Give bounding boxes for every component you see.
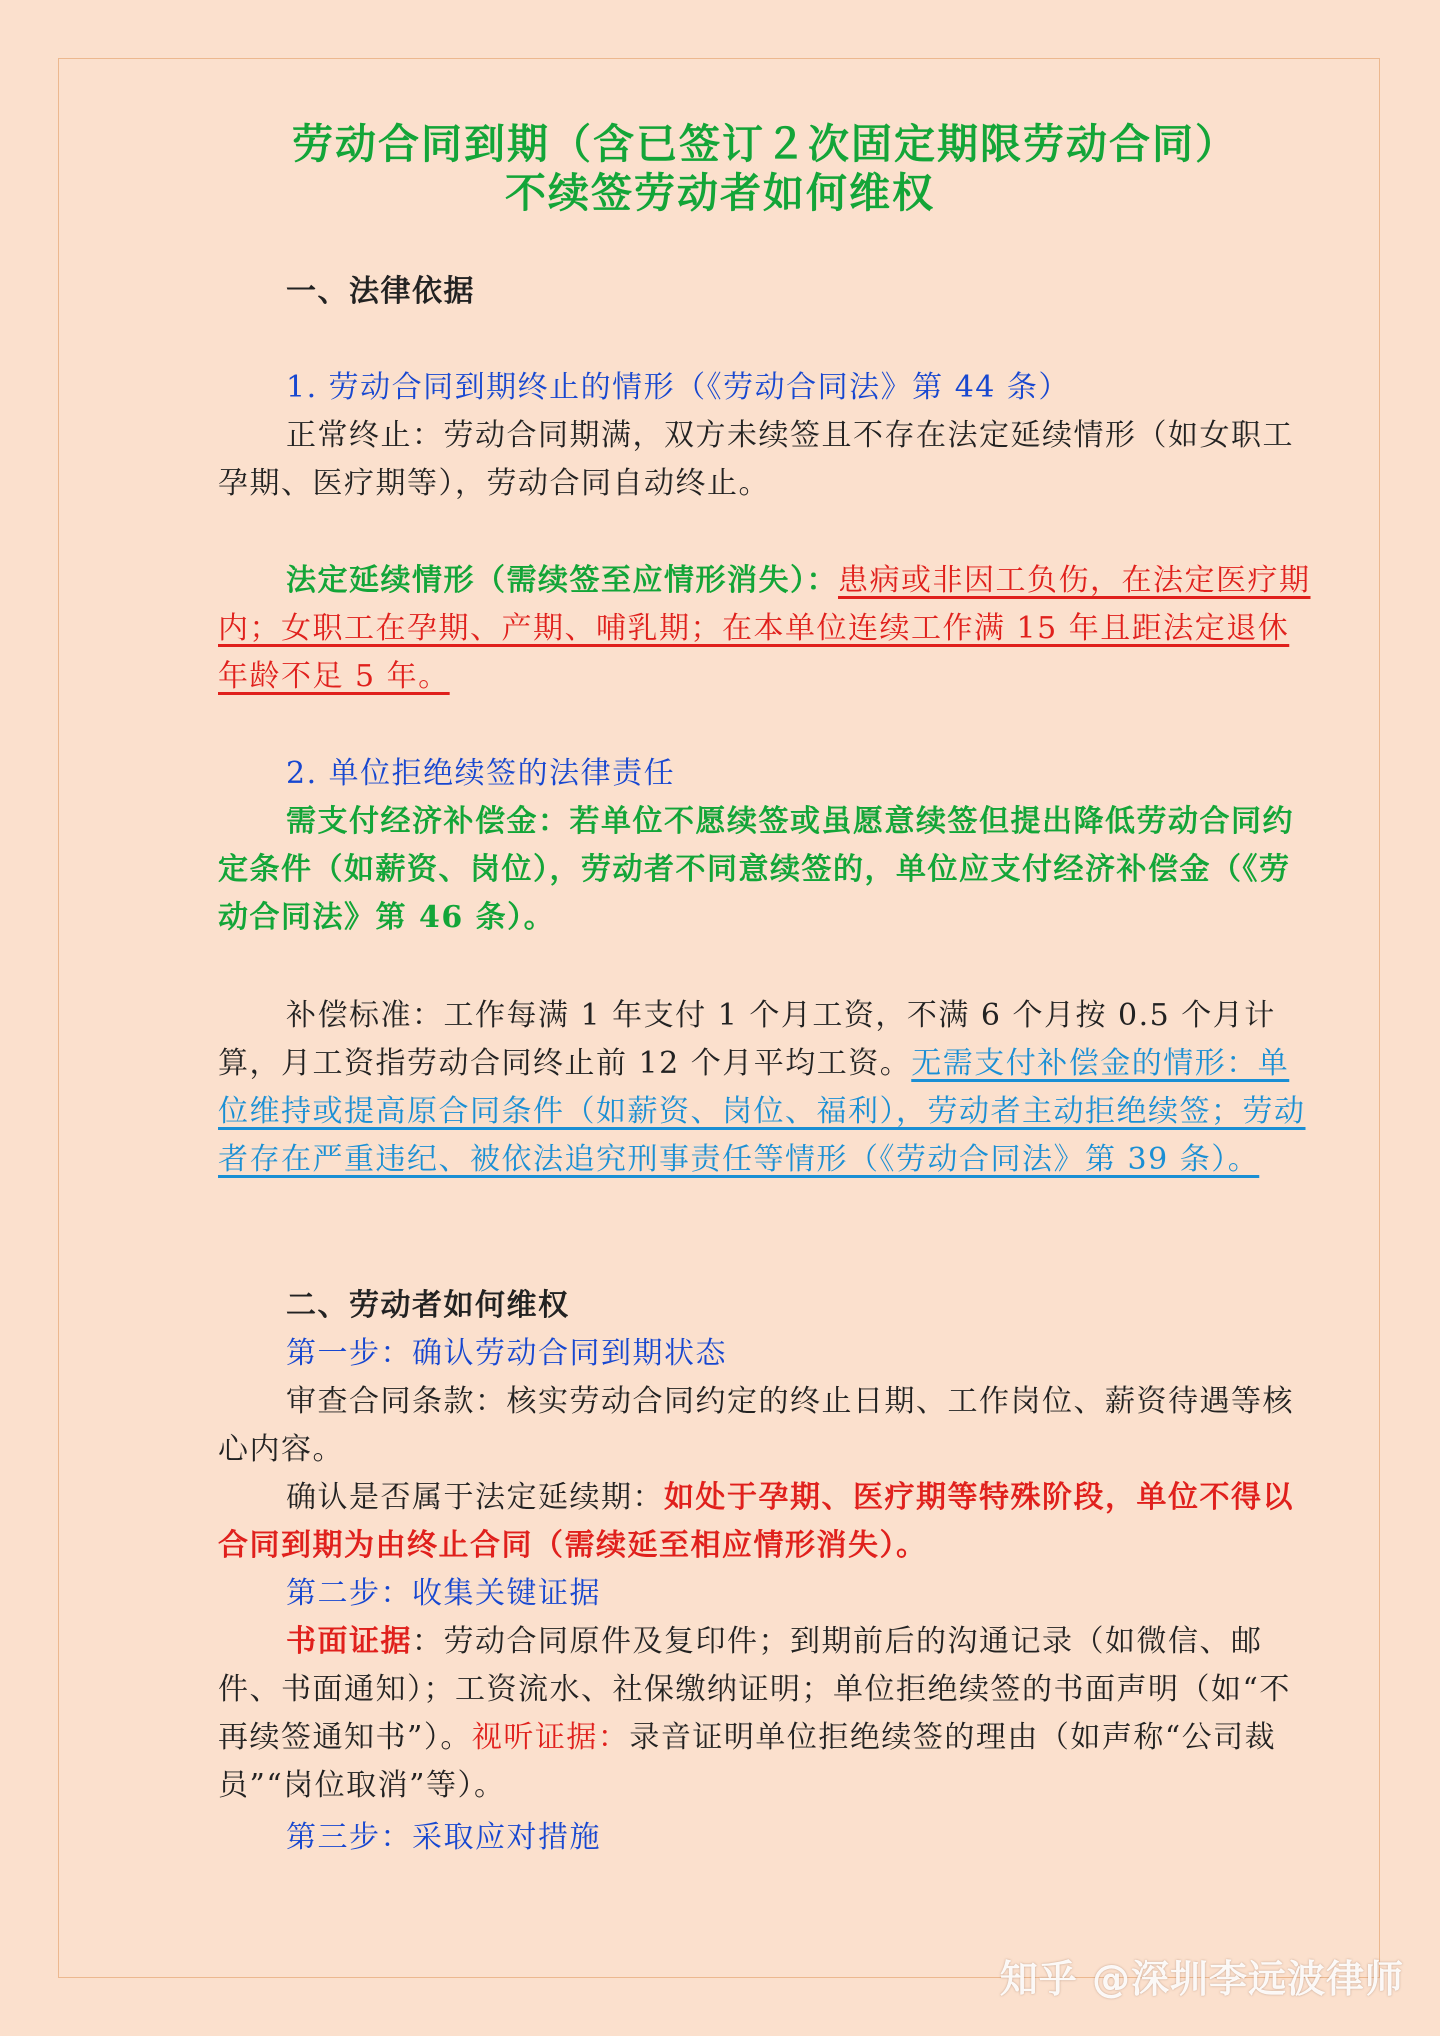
av-evidence-text: 录音证明单位拒绝续签的理由（如声称“公司裁员”“岗位取消”等）。 [218,1720,1277,1803]
confirm-extension-paragraph [218,1474,1318,1570]
compensation-standard-paragraph [218,992,1318,1184]
compensation-paragraph: 需支付经济补偿金：若单位不愿续签或虽愿意续签但提出降低劳动合同约定条件（如薪资、岗位），劳动者不同意续签的，单位应支付经济补偿金（《劳动合同法》第 46 条）。 [218,804,1294,935]
statutory-extension-paragraph [218,557,1318,701]
title-line-1: 劳动合同到期（含已签订２次固定期限劳动合同） [292,120,1238,168]
compensation-standard-text: 补偿标准：工作每满 1 年支付 1 个月工资，不满 6 个月按 0.5 个月计算，月工资指劳动合同终止前 12 个月平均工资。 [218,998,1276,1081]
statutory-extension-text: 患病或非因工负伤，在法定医疗期内；女职工在孕期、产期、哺乳期；在本单位连续工作满 15 年且距法定退休年龄不足 5 年。 [218,563,1311,694]
step-1-heading: 第一步：确认劳动合同到期状态 [286,1336,727,1371]
written-evidence-text: ：劳动合同原件及复印件；到期前后的沟通记录（如微信、邮件、书面通知）；工资流水、社保缴纳证明；单位拒绝续签的书面声明（如“不再续签通知书”）。 [218,1624,1291,1755]
section-2-heading: 二、劳动者如何维权 [286,1288,570,1323]
step-2-heading: 第二步：收集关键证据 [286,1576,601,1611]
written-evidence-label: 书面证据 [286,1624,412,1659]
title-line-2: 不续签劳动者如何维权 [505,169,935,217]
evidence-paragraph [218,1618,1318,1810]
review-terms-paragraph: 审查合同条款：核实劳动合同约定的终止日期、工作岗位、薪资待遇等核心内容。 [218,1384,1294,1467]
watermark: 知乎 @深圳李远波律师 [999,1957,1404,2001]
statutory-extension-label: 法定延续情形（需续签至应情形消失）： [286,563,838,598]
av-evidence-label: 视听证据： [471,1720,630,1755]
item-1-heading: 1. 劳动合同到期终止的情形（《劳动合同法》第 44 条） [286,370,1070,405]
confirm-extension-label: 确认是否属于法定延续期： [286,1480,664,1515]
step-3-heading: 第三步：采取应对措施 [286,1820,601,1855]
normal-termination-paragraph: 正常终止：劳动合同期满，双方未续签且不存在法定延续情形（如女职工孕期、医疗期等），劳动合同自动终止。 [218,418,1294,501]
no-compensation-text: 无需支付补偿金的情形：单位维持或提高原合同条件（如薪资、岗位、福利），劳动者主动拒绝续签；劳动者存在严重违纪、被依法追究刑事责任等情形（《劳动合同法》第 39 条）。 [218,1046,1306,1177]
item-2-heading: 2. 单位拒绝续签的法律责任 [286,756,676,791]
confirm-extension-text: 如处于孕期、医疗期等特殊阶段，单位不得以合同到期为由终止合同（需续延至相应情形消失）。 [218,1480,1294,1563]
section-1-heading: 一、法律依据 [286,274,475,309]
